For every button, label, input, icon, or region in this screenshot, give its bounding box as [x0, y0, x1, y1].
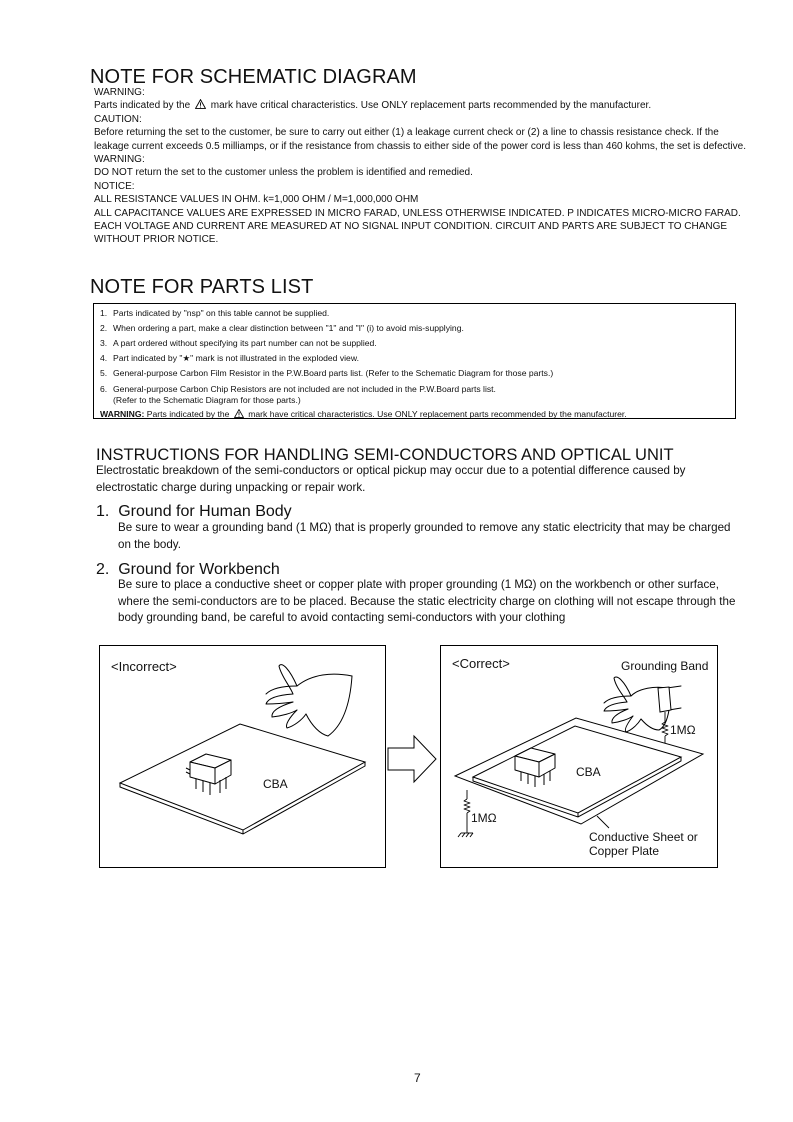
warning2-label: WARNING: — [94, 154, 145, 166]
list-item — [100, 384, 729, 405]
warning-triangle-icon — [234, 409, 244, 418]
incorrect-label: <Incorrect> — [111, 659, 177, 674]
handling-intro: Electrostatic breakdown of the semi-conductors or optical pickup may occur due to a potential difference caused by electrostatic charge during unpacking or repair work. — [96, 464, 686, 494]
step1-title: 1. Ground for Human Body — [96, 503, 292, 520]
list-item-text: When ordering a part, make a clear distinction between "1" and "I" (i) to avoid mis-supplying. — [113, 323, 464, 333]
list-item — [100, 351, 729, 366]
step1-text: Be sure to wear a grounding band (1 MΩ) that is properly grounded to remove any static electricity that may be charged on the body. — [118, 521, 731, 551]
step2-text: Be sure to place a conductive sheet or copper plate with proper grounding (1 MΩ) on the workbench or other surface, where the semi-conductors are to be placed. Because the static electricity charge on clothing will not escape through the body grounding band, be careful to avoid contacting semi-conductors with your clothing — [118, 578, 736, 624]
list-item-number: 5. — [100, 368, 108, 378]
list-item-text: Parts indicated by "nsp" on this table cannot be supplied. — [113, 308, 330, 318]
warning-label: WARNING: — [94, 87, 145, 98]
sheet-label-line2: Copper Plate — [589, 844, 660, 858]
grounding-band-label: Grounding Band — [621, 659, 709, 673]
warning-text-post: mark have critical characteristics. Use ONLY replacement parts recommended by the manufacturer. — [210, 100, 652, 112]
list-item — [100, 306, 729, 321]
list-item-number: 4. — [100, 353, 108, 363]
notice-label: NOTICE: — [94, 180, 135, 192]
list-item-text: General-purpose Carbon Chip Resistors are not included are not included in the P.W.Board parts list. — [113, 384, 496, 394]
list-item-text-cont: (Refer to the Schematic Diagram for those parts.) — [113, 394, 301, 405]
page-number: 7 — [414, 1071, 421, 1085]
correct-cba-label: CBA — [576, 765, 601, 779]
list-item-text: A part ordered without specifying its part number can not be supplied. — [113, 338, 377, 348]
sheet-resistor-label: 1MΩ — [471, 811, 497, 825]
schematic-notes — [94, 86, 750, 247]
incorrect-panel — [99, 645, 386, 868]
parts-warning — [100, 407, 729, 422]
grounding-band-icon — [658, 687, 671, 712]
list-item-text: General-purpose Carbon Film Resistor in the P.W.Board parts list. (Refer to the Schematic Diagram for those parts.) — [113, 368, 554, 378]
list-item — [100, 366, 729, 381]
list-item-number: 6. — [100, 384, 108, 394]
parts-list-title: NOTE FOR PARTS LIST — [90, 276, 314, 298]
cba-board — [120, 724, 365, 830]
step2-title: 2. Ground for Workbench — [96, 561, 280, 578]
warning-text — [94, 99, 750, 112]
list-item-text: Part indicated by "★" mark is not illustrated in the exploded view. — [113, 353, 359, 363]
warning-text-pre: Parts indicated by the — [94, 100, 191, 112]
correct-label: <Correct> — [452, 656, 510, 671]
list-item-number: 3. — [100, 338, 108, 348]
handling-title: INSTRUCTIONS FOR HANDLING SEMI-CONDUCTORS AND OPTICAL UNIT — [96, 446, 674, 464]
notice-line-1: ALL RESISTANCE VALUES IN OHM. k=1,000 OHM / M=1,000,000 OHM — [94, 194, 419, 206]
parts-warning-pre: Parts indicated by the — [146, 409, 230, 419]
notice-line-2: ALL CAPACITANCE VALUES ARE EXPRESSED IN MICRO FARAD, UNLESS OTHERWISE INDICATED. P INDICATES MICRO-MICRO FARAD. EACH VOLTAGE AND CURRENT ARE MEASURED AT NO SIGNAL INPUT CONDITION. CIRCUIT AND PARTS ARE SUBJECT TO CHANGE WITHOUT PRIOR NOTICE. — [94, 207, 741, 246]
parts-warning-post: mark have critical characteristics. Use ONLY replacement parts recommended by the manufacturer. — [248, 409, 627, 419]
band-resistor-label: 1MΩ — [670, 723, 696, 737]
sheet-label-line1: Conductive Sheet or — [589, 830, 698, 844]
hand-icon — [266, 665, 352, 736]
parts-warning-label: WARNING: — [100, 409, 145, 419]
warning2-text: DO NOT return the set to the customer unless the problem is identified and remedied. — [94, 167, 473, 179]
list-item — [100, 321, 729, 336]
caution-text: Before returning the set to the customer, be sure to carry out either (1) a leakage current check or (2) a line to chassis resistance check. If the leakage current exceeds 0.5 milliamps, or if the resistance from chassis to either side of the power cord is less than 460 kohms, the set is defective. — [94, 127, 746, 152]
sheet-pointer-line — [597, 816, 609, 828]
list-item-number: 2. — [100, 323, 108, 333]
list-item-number: 1. — [100, 308, 108, 318]
list-item — [100, 336, 729, 351]
arrow-right-icon — [386, 734, 438, 784]
incorrect-illustration — [100, 646, 387, 869]
parts-list-box — [93, 303, 736, 419]
incorrect-cba-label: CBA — [263, 777, 288, 791]
warning-triangle-icon — [195, 99, 206, 109]
schematic-title: NOTE FOR SCHEMATIC DIAGRAM — [90, 66, 417, 88]
caution-label: CAUTION: — [94, 113, 142, 125]
correct-panel — [440, 645, 718, 868]
